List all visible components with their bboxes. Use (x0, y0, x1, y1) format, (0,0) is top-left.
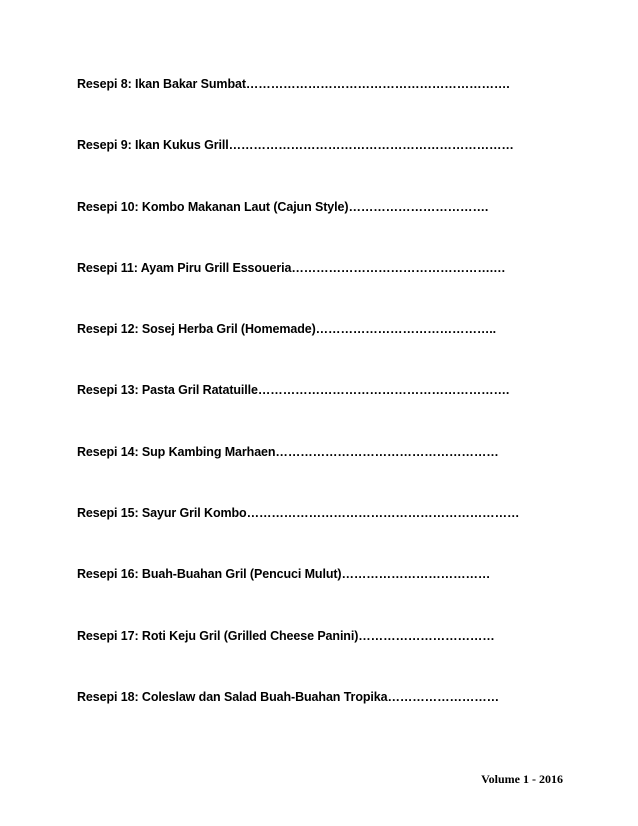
toc-entry-resepi-9: Resepi 9: Ikan Kukus Grill…………………………………………………………… (77, 138, 514, 153)
toc-entry-resepi-18: Resepi 18: Coleslaw dan Salad Buah-Buahan Tropika……………………… (77, 689, 500, 704)
toc-entry-resepi-14: Resepi 14: Sup Kambing Marhaen……………………………………………… (77, 444, 499, 459)
table-of-contents (77, 74, 520, 748)
toc-entry-resepi-11: Resepi 11: Ayam Piru Grill Essoueria………………………………………….… (77, 260, 506, 275)
volume-footer: Volume 1 - 2016 (481, 772, 563, 786)
toc-entry-resepi-17: Resepi 17: Roti Keju Gril (Grilled Cheese Panini)…………………………… (77, 628, 495, 643)
toc-entry-resepi-12: Resepi 12: Sosej Herba Gril (Homemade)…………………………………….. (77, 322, 496, 337)
toc-entry-resepi-15: Resepi 15: Sayur Gril Kombo………………………………………………………… (77, 506, 520, 521)
toc-entry-resepi-16: Resepi 16: Buah-Buahan Gril (Pencuci Mulut)……………………………… (77, 567, 491, 582)
toc-entry-resepi-8: Resepi 8: Ikan Bakar Sumbat………………………………………………………. (77, 77, 510, 91)
toc-entry-resepi-13: Resepi 13: Pasta Gril Ratatuille……………………………………………………. (77, 383, 510, 398)
toc-entry-resepi-10: Resepi 10: Kombo Makanan Laut (Cajun Style)……………………………. (77, 199, 489, 214)
